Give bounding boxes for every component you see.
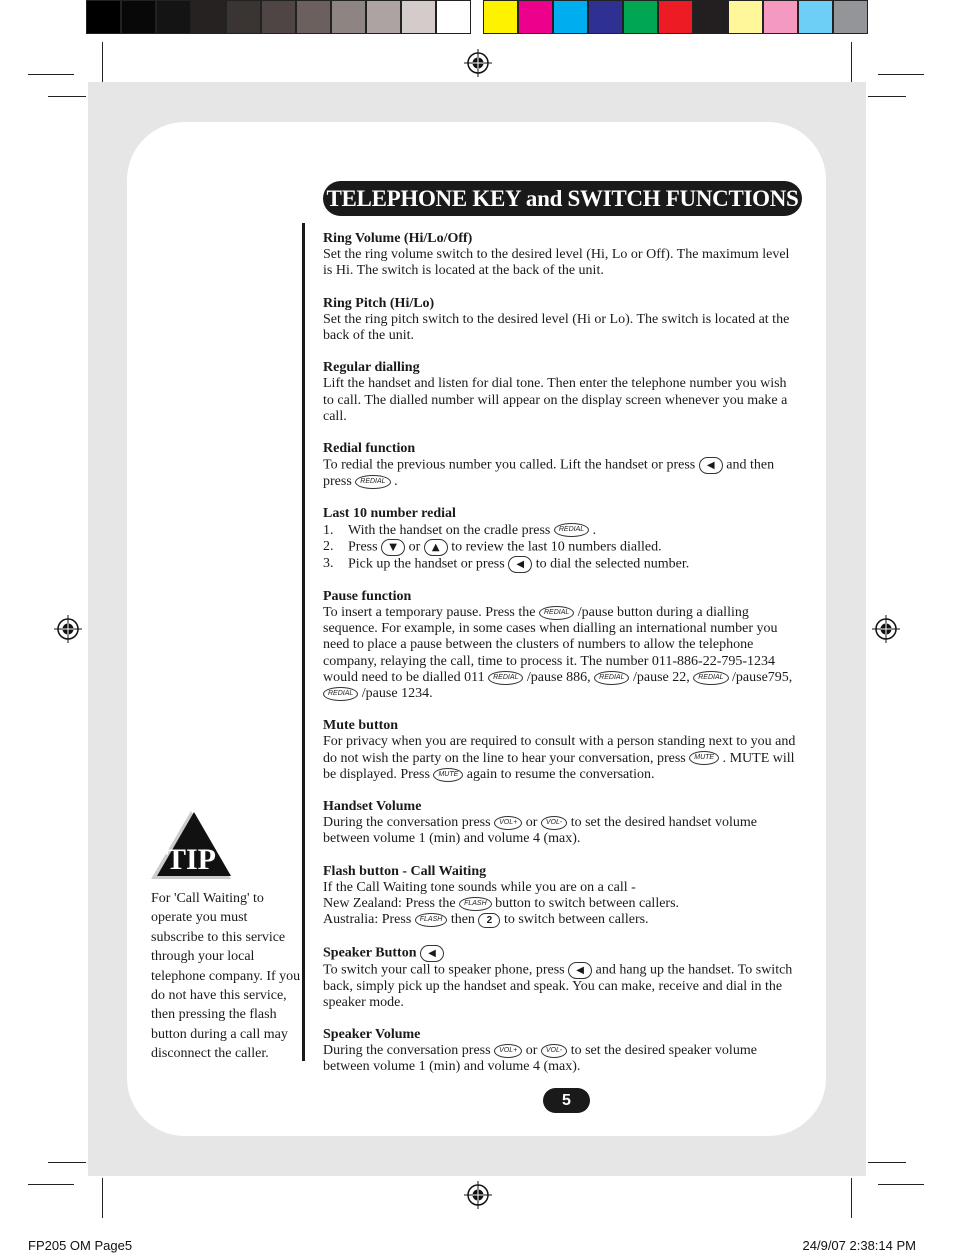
section-ring-pitch xyxy=(323,296,799,345)
section-heading: Handset Volume xyxy=(323,799,422,815)
tip-text: For 'Call Waiting' to operate you must subscribe to this service through your local telephone company. If you do not have this service, then pressing the flash button during a call may disconnect the caller. xyxy=(151,891,301,1062)
redial-key-icon: REDIAL xyxy=(323,687,358,701)
color-bar-right xyxy=(483,0,868,36)
section-heading xyxy=(323,945,799,962)
crop-mark xyxy=(851,42,852,82)
flash-key-icon: FLASH xyxy=(459,897,492,911)
section-flash xyxy=(323,864,799,929)
tip-label: TIP xyxy=(165,843,217,876)
text-run: or xyxy=(525,1043,538,1059)
color-swatch xyxy=(763,0,798,34)
text-run: /pause 886, xyxy=(526,669,591,685)
color-swatch xyxy=(658,0,693,34)
section-heading: Regular dialling xyxy=(323,360,420,376)
section-text xyxy=(323,962,799,1011)
crop-mark xyxy=(878,1184,924,1185)
section-redial xyxy=(323,441,799,490)
text-run: to set the desired speaker volume between volume 1 (min) and volume 4 (max). xyxy=(323,1043,757,1075)
text-run: During the conversation press xyxy=(323,815,491,831)
flash-key-icon: FLASH xyxy=(415,913,448,927)
section-text: Set the ring pitch switch to the desired level (Hi or Lo). The switch is located at the back of the unit. xyxy=(323,311,790,344)
crop-mark xyxy=(48,96,86,97)
list-item xyxy=(323,556,799,573)
text-run: or xyxy=(525,815,538,831)
crop-mark xyxy=(28,1184,74,1185)
crop-mark xyxy=(868,96,906,97)
color-swatch xyxy=(156,0,191,34)
volume-down-key-icon: VOL- xyxy=(541,1044,567,1058)
section-text xyxy=(323,457,799,490)
color-swatch xyxy=(518,0,553,34)
volume-up-key-icon: VOL+ xyxy=(494,1044,522,1058)
registration-mark-icon xyxy=(464,1181,492,1209)
section-last-10-redial xyxy=(323,506,799,572)
color-swatch xyxy=(798,0,833,34)
crop-mark xyxy=(102,42,103,82)
section-text xyxy=(323,896,799,912)
text-run: /pause 22, xyxy=(632,669,690,685)
section-text xyxy=(323,734,799,783)
redial-key-icon: REDIAL xyxy=(355,475,390,489)
text-run: to set the desired handset volume between volume 1 (min) and volume 4 (max). xyxy=(323,815,757,847)
section-heading: Redial function xyxy=(323,441,416,457)
text-run: and hang up the handset. To switch back, simply pick up the handset and speak. You can make, receive and dial in the speaker mode. xyxy=(323,962,793,1010)
margin-rule xyxy=(302,223,305,1061)
section-heading: Mute button xyxy=(323,718,399,734)
redial-key-icon: REDIAL xyxy=(693,671,728,685)
color-swatch xyxy=(366,0,401,34)
color-swatch xyxy=(623,0,658,34)
volume-down-key-icon: VOL- xyxy=(541,816,567,830)
section-text: Set the ring volume switch to the desired level (Hi, Lo or Off). The maximum level is Hi. The switch is located at the back of the unit. xyxy=(323,247,790,279)
page-title: TELEPHONE KEY and SWITCH FUNCTIONS xyxy=(323,181,802,216)
section-text: Lift the handset and listen for dial tone. Then enter the telephone number you wish to call. The dialled number will appear on the display screen whenever you make a call. xyxy=(323,376,788,424)
redial-key-icon: REDIAL xyxy=(594,671,629,685)
text-run: /pause button during a dialling sequence. For example, in some cases when dialling an international number you need to place a pause between the clusters of numbers to allow the telephone company, relaying the call, time to process it. The number 011-886-22-795-1234 would need to be dialled 011 xyxy=(323,605,778,685)
text-run: and then press xyxy=(323,457,775,490)
section-heading: Pause function xyxy=(323,588,412,604)
down-arrow-key-icon: ▼ xyxy=(381,539,405,556)
registration-mark-icon xyxy=(872,615,900,643)
section-heading: Flash button - Call Waiting xyxy=(323,863,487,879)
text-run: To switch your call to speaker phone, press xyxy=(323,962,565,978)
color-swatch xyxy=(331,0,366,34)
color-swatch xyxy=(296,0,331,34)
list-item xyxy=(323,523,799,539)
mute-key-icon: MUTE xyxy=(689,751,719,765)
section-handset-volume xyxy=(323,799,799,848)
crop-mark xyxy=(102,1178,103,1218)
text-run: Pick up the handset or press xyxy=(348,556,505,572)
text-run: then xyxy=(450,912,475,928)
color-swatch xyxy=(436,0,471,34)
text-run: to switch between callers. xyxy=(503,912,649,928)
crop-mark xyxy=(28,74,74,75)
section-text xyxy=(323,815,799,847)
heading-text: Speaker Button xyxy=(323,945,417,961)
tip-triangle-icon xyxy=(151,806,237,880)
section-regular-dialling xyxy=(323,360,799,425)
main-content xyxy=(323,231,799,1092)
text-run: to review the last 10 numbers dialled. xyxy=(451,539,662,555)
registration-mark-icon xyxy=(54,615,82,643)
text-run: again to resume the conversation. xyxy=(466,766,655,782)
color-swatch xyxy=(226,0,261,34)
step-number: 3. xyxy=(323,555,334,571)
section-ring-volume xyxy=(323,231,799,280)
text-run: to dial the selected number. xyxy=(535,556,690,572)
text-run: With the handset on the cradle press xyxy=(348,522,551,538)
text-run: For privacy when you are required to consult with a person standing next to you and do not wish the party on the line to hear your conversation, press xyxy=(323,734,796,766)
registration-mark-icon xyxy=(464,49,492,77)
text-run: . xyxy=(592,522,597,538)
redial-key-icon: REDIAL xyxy=(488,671,523,685)
color-swatch xyxy=(401,0,436,34)
text-run: button to switch between callers. xyxy=(495,896,680,912)
step-number: 1. xyxy=(323,522,334,538)
text-run: . xyxy=(394,474,398,490)
color-swatch xyxy=(86,0,121,34)
speaker-key-icon: ◀ xyxy=(568,962,592,979)
text-run: . MUTE will be displayed. Press xyxy=(323,750,795,782)
footer-right: 24/9/07 2:38:14 PM xyxy=(802,1238,916,1253)
crop-mark xyxy=(851,1178,852,1218)
section-pause xyxy=(323,589,799,702)
page-number: 5 xyxy=(543,1088,590,1113)
mute-key-icon: MUTE xyxy=(433,768,463,782)
section-text xyxy=(323,1043,799,1075)
section-heading: Speaker Volume xyxy=(323,1026,421,1042)
crop-mark xyxy=(868,1162,906,1163)
step-number: 2. xyxy=(323,538,334,554)
section-mute xyxy=(323,718,799,783)
speaker-key-icon: ◀ xyxy=(699,457,723,474)
color-swatch xyxy=(728,0,763,34)
color-swatch xyxy=(121,0,156,34)
section-heading: Ring Volume (Hi/Lo/Off) xyxy=(323,231,473,246)
text-run: or xyxy=(408,539,421,555)
speaker-key-icon: ◀ xyxy=(508,556,532,573)
text-run: To insert a temporary pause. Press the xyxy=(323,605,536,621)
text-run: To redial the previous number you called. Lift the handset or press xyxy=(323,457,696,473)
color-swatch xyxy=(833,0,868,34)
text-run: Press xyxy=(348,539,378,555)
footer-left: FP205 OM Page5 xyxy=(28,1238,133,1253)
up-arrow-key-icon: ▲ xyxy=(424,539,448,556)
list-item xyxy=(323,539,799,556)
color-swatch xyxy=(553,0,588,34)
crop-mark xyxy=(48,1162,86,1163)
speaker-key-icon: ◀ xyxy=(420,945,444,962)
redial-key-icon: REDIAL xyxy=(539,606,574,620)
section-heading: Last 10 number redial xyxy=(323,506,456,522)
section-text: If the Call Waiting tone sounds while you are on a call - xyxy=(323,879,636,895)
color-bar-left xyxy=(86,0,471,36)
section-speaker-button xyxy=(323,945,799,1011)
text-run: During the conversation press xyxy=(323,1043,491,1059)
section-text xyxy=(323,912,799,928)
steps-list xyxy=(323,523,799,573)
text-run: /pause 1234. xyxy=(361,686,433,702)
redial-key-icon: REDIAL xyxy=(554,523,589,537)
section-text xyxy=(323,605,799,702)
section-heading: Ring Pitch (Hi/Lo) xyxy=(323,295,435,311)
digit-2-key-icon: 2 xyxy=(478,913,500,928)
color-swatch xyxy=(483,0,518,34)
volume-up-key-icon: VOL+ xyxy=(494,816,522,830)
color-swatch xyxy=(191,0,226,34)
color-swatch xyxy=(261,0,296,34)
section-speaker-volume xyxy=(323,1027,799,1076)
crop-mark xyxy=(878,74,924,75)
text-run: /pause795, xyxy=(732,669,793,685)
color-swatch xyxy=(693,0,728,34)
text-run: New Zealand: Press the xyxy=(323,896,456,912)
text-run: Australia: Press xyxy=(323,912,412,928)
color-swatch xyxy=(588,0,623,34)
